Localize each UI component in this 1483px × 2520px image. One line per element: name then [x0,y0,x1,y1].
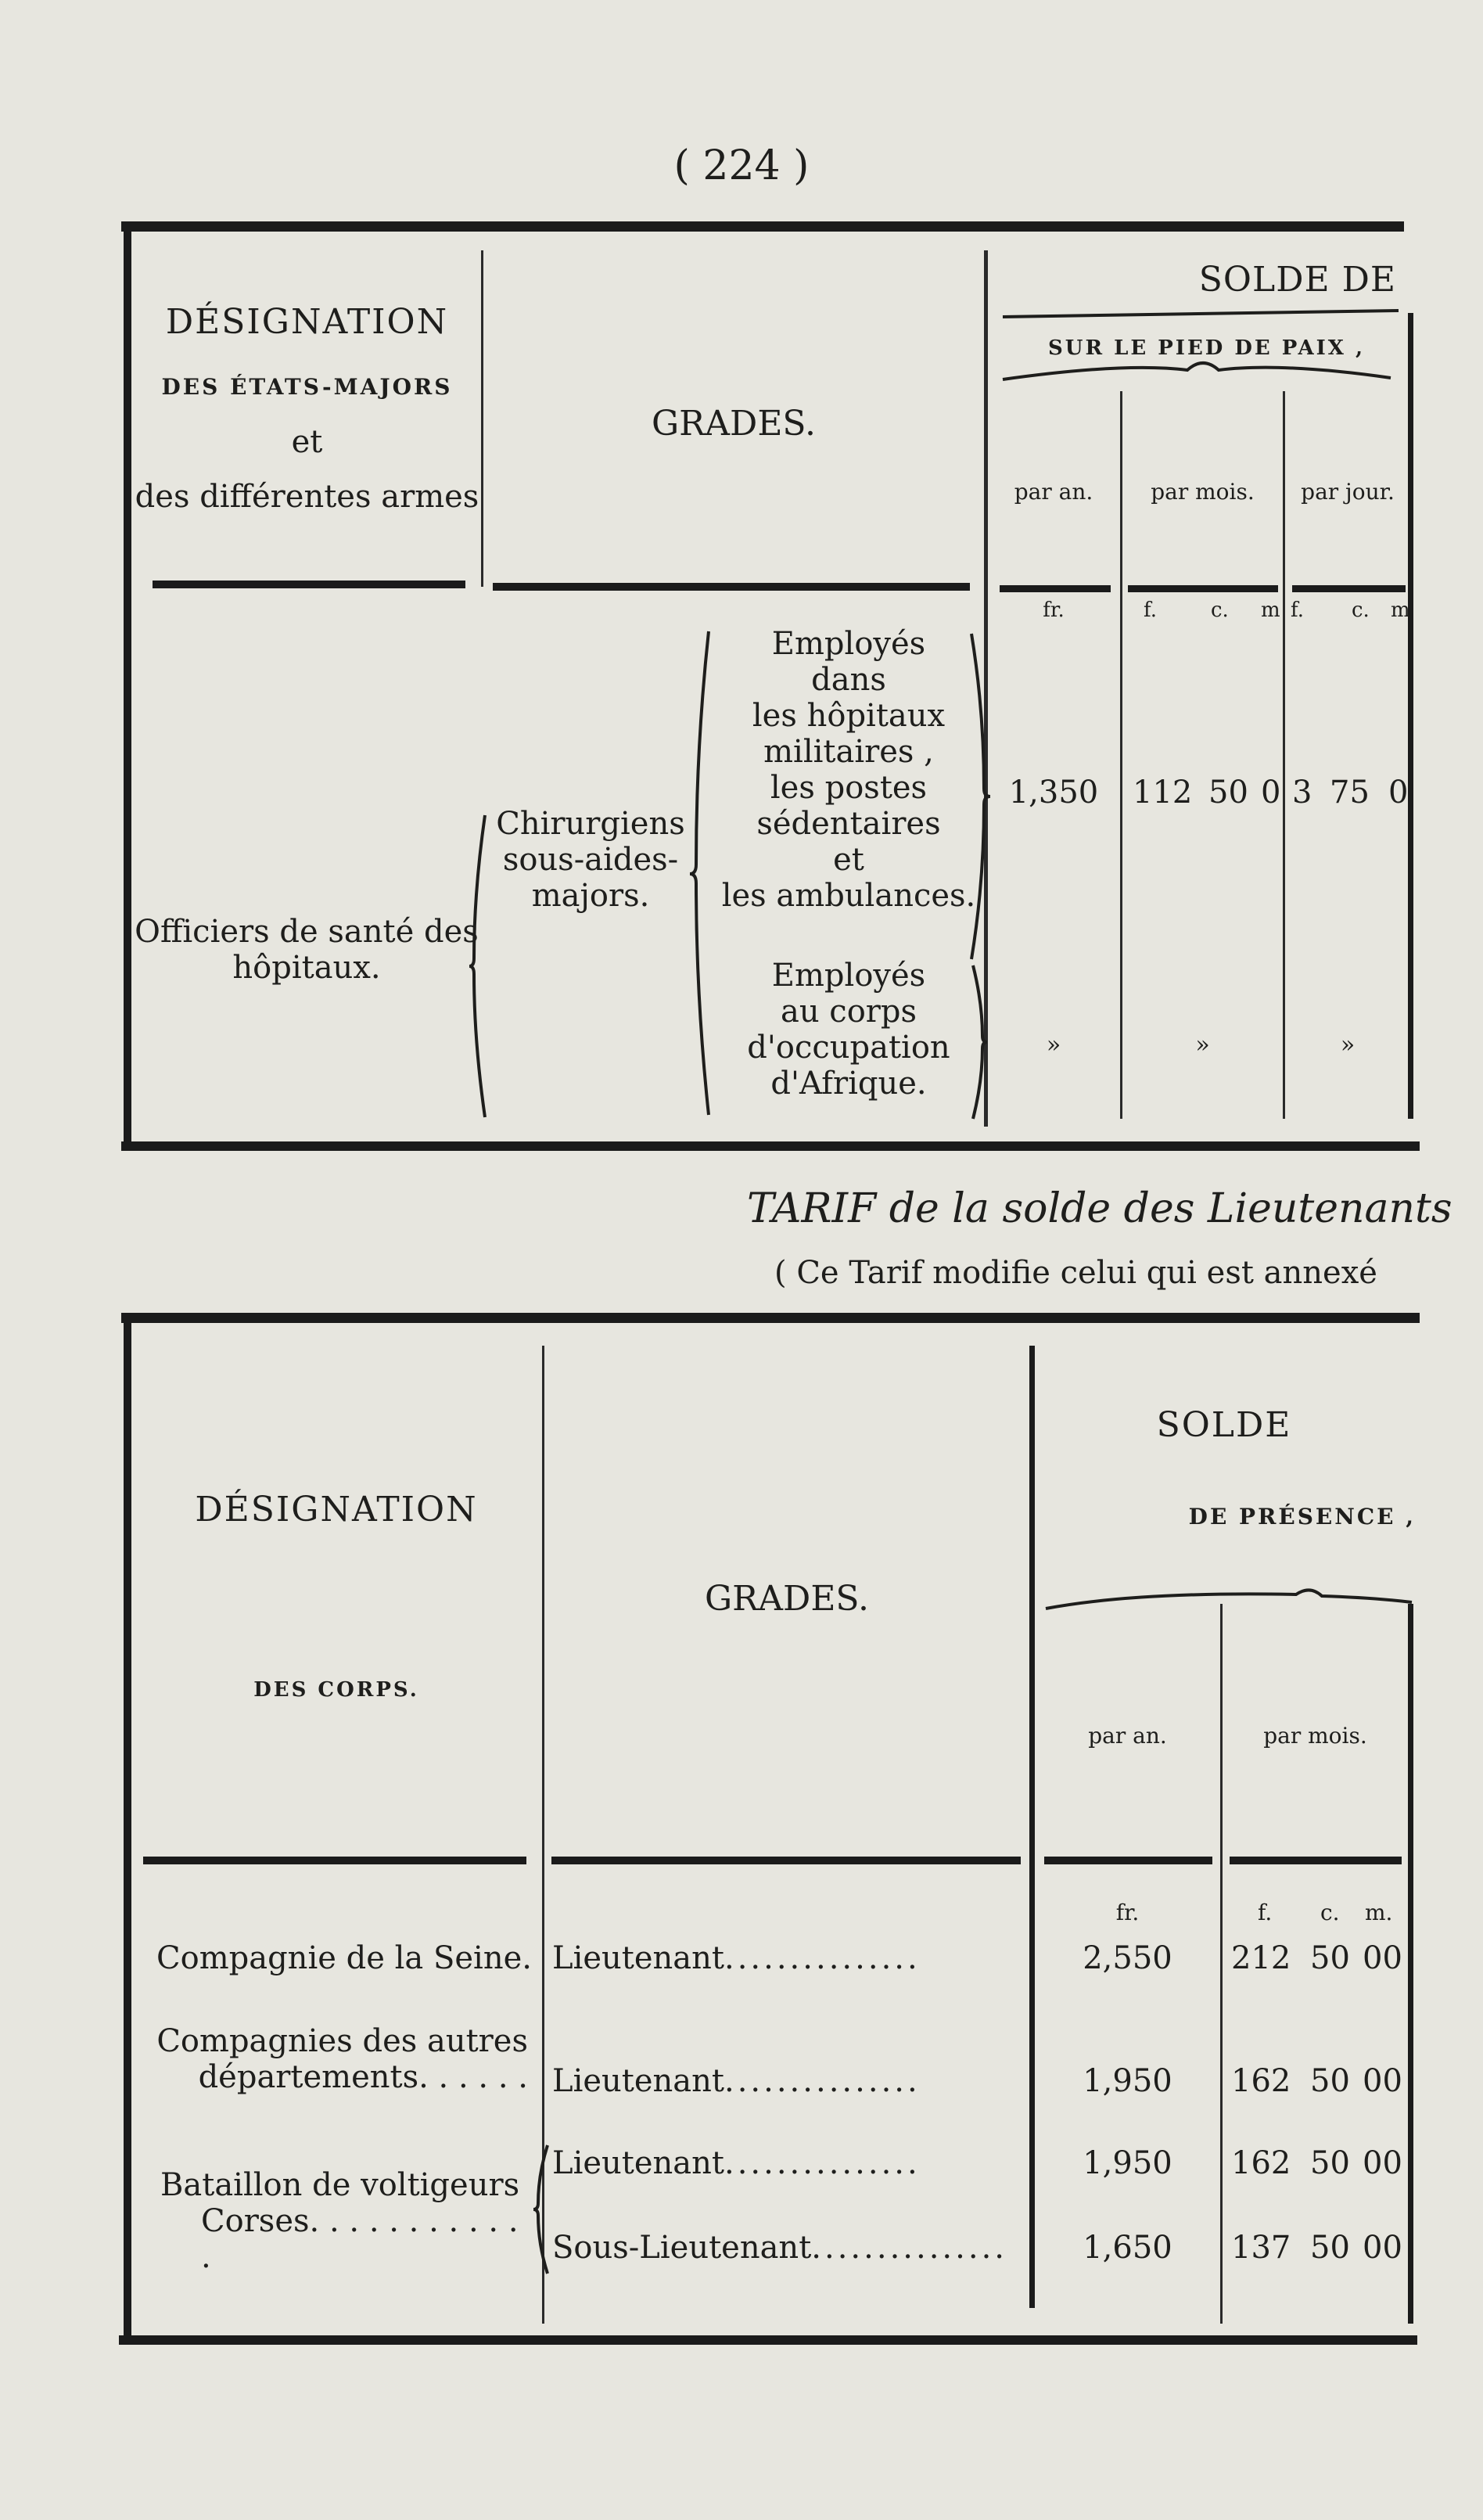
page-number: ( 224 ) [673,142,810,189]
row2-designation: Compagnies des autres départements. . . . . . [156,2023,528,2095]
tarif-subtitle: ( Ce Tarif modifie celui qui est annexé [774,1255,1377,1291]
unit2-f: f. [1258,1900,1273,1925]
header-grades: GRADES. [651,404,816,444]
row3-par-mois-c: 50 [1310,2145,1350,2181]
group1-par-mois-m: 0 [1261,775,1281,811]
unit-jour-c: c. [1352,599,1370,622]
header-rule-5 [1292,585,1406,592]
header-designation-line3: et [291,424,323,460]
top-border-2 [121,1313,1420,1323]
row4-par-an: 1,650 [1083,2230,1172,2266]
unit-an: fr. [1043,599,1065,622]
row4-par-mois-c: 50 [1310,2230,1350,2266]
col-sep-2-3 [1220,1604,1223,2324]
row1-par-mois-f: 212 [1231,1940,1291,1976]
group2-par-jour: » [1340,1031,1356,1059]
group1-par-mois-c: 50 [1208,775,1248,811]
row2-par-mois-c: 50 [1310,2063,1350,2099]
bataillon-brace-icon [532,2144,552,2277]
bottom-border [121,1141,1420,1151]
header-designation-line2: DES ÉTATS-MAJORS [161,374,453,400]
bottom-border-2 [119,2335,1417,2345]
group2-par-an: » [1046,1031,1061,1059]
header-rule-3 [1000,585,1111,592]
presence-brace-icon [1044,1580,1420,1612]
row4-par-mois-m: 00 [1363,2230,1402,2266]
unit-mois-f: f. [1144,599,1157,622]
unit-mois-c: c. [1211,599,1229,622]
header-pied-de-paix: SUR LE PIED DE PAIX , [1048,336,1366,360]
row2-grade: Lieutenant............... [552,2063,921,2099]
unit-mois-m: m [1261,599,1280,622]
header2-de-presence: DE PRÉSENCE , [1188,1504,1416,1530]
header2-rule-2 [551,1857,1021,1864]
row-grade: Chirurgiens sous-aides- majors. [496,806,685,914]
header-rule-4 [1128,585,1278,592]
group1-par-jour-c: 75 [1330,775,1370,811]
row3-par-mois-m: 00 [1363,2145,1402,2181]
header2-rule-3 [1044,1857,1212,1864]
designation-brace-icon [469,814,488,1119]
grade-brace-icon [690,630,713,1119]
header-par-an: par an. [1014,479,1093,505]
group-afrique: Employés au corps d'occupation d'Afrique. [747,958,950,1102]
tarif-title: TARIF de la solde des Lieutenants [747,1185,1452,1232]
header2-designation-sub: DES CORPS. [253,1678,419,1702]
unit2-m: m. [1365,1900,1393,1925]
row1-par-an: 2,550 [1083,1940,1172,1976]
row3-grade: Lieutenant............... [552,2145,921,2181]
header-designation-title: DÉSIGNATION [165,302,449,342]
row1-designation: Compagnie de la Seine. [156,1940,532,1976]
header2-designation-title: DÉSIGNATION [195,1490,478,1530]
group1-par-mois-f: 112 [1133,775,1193,811]
row3-designation: Bataillon de voltigeurs Corses. . . . . . . . . . . . [160,2167,520,2275]
unit-jour-f: f. [1291,599,1304,622]
group1-par-an: 1,350 [1008,775,1099,811]
header-par-mois: par mois. [1151,479,1255,505]
row1-grade: Lieutenant............... [552,1940,921,1976]
group2-par-mois: » [1195,1031,1210,1059]
row3-par-mois-f: 162 [1231,2145,1291,2181]
header-solde: SOLDE DE [1198,260,1396,300]
row2-par-an: 1,950 [1083,2063,1172,2099]
header-designation-line4: des différentes armes [135,479,479,515]
group-hopitaux: Employés dans les hôpitaux militaires , les postes sédentaires et les ambulances. [721,626,976,914]
top-border [121,221,1404,232]
unit2-an: fr. [1115,1900,1140,1925]
left-border-2 [124,1322,131,2339]
col-sep-2-2 [1029,1346,1035,2308]
right-border-2 [1408,1604,1413,2324]
row-designation: Officiers de santé des hôpitaux. [135,914,479,986]
group1-par-jour-m: 0 [1388,775,1409,811]
header2-rule-4 [1230,1857,1402,1864]
row1-par-mois-m: 00 [1363,1940,1402,1976]
header2-rule-1 [143,1857,526,1864]
header2-par-mois: par mois. [1263,1723,1367,1749]
row2-par-mois-m: 00 [1363,2063,1402,2099]
header-rule-1 [153,581,465,588]
header-rule-2 [493,583,970,591]
header2-grades: GRADES. [704,1579,869,1619]
row2-par-mois-f: 162 [1231,2063,1291,2099]
unit-jour-m: m [1391,599,1410,622]
header2-solde: SOLDE [1156,1405,1292,1445]
group1-par-jour-f: 3 [1292,775,1312,811]
row3-par-an: 1,950 [1083,2145,1172,2181]
row4-grade: Sous-Lieutenant............... [552,2230,1008,2266]
row4-par-mois-f: 137 [1231,2230,1291,2266]
header2-par-an: par an. [1088,1723,1167,1749]
row1-par-mois-c: 50 [1310,1940,1350,1976]
left-border [124,227,131,1146]
right-border [1408,313,1413,1119]
header-par-jour: par jour. [1301,479,1395,505]
unit2-c: c. [1320,1900,1340,1925]
